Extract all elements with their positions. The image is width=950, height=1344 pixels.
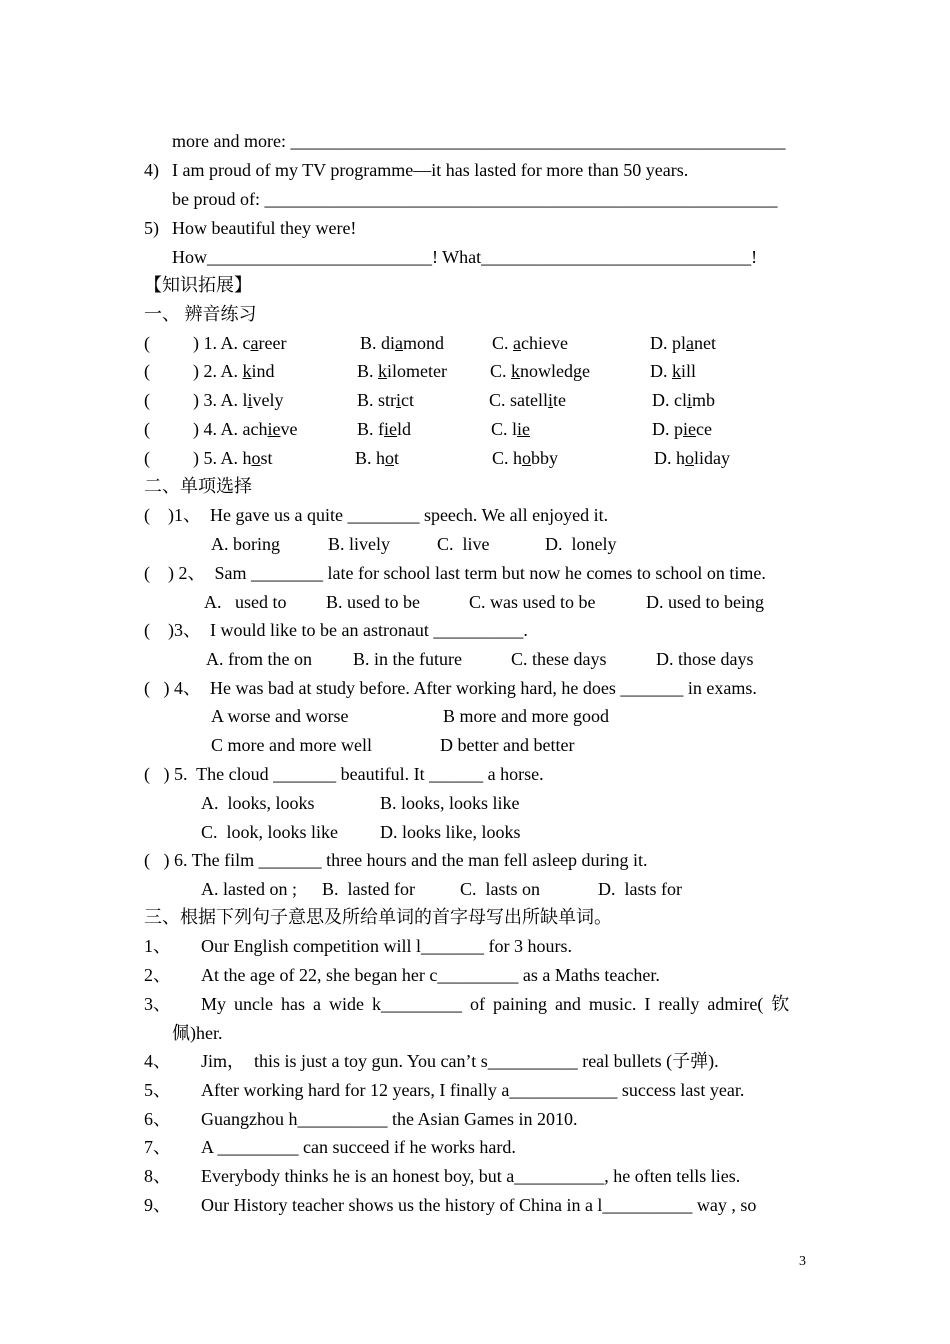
underlined-letters: a (686, 333, 694, 353)
choice-q6-stem: ( ) 6. The film _______ three hours and the man fell asleep during it. (144, 850, 648, 870)
word-part: ill (681, 361, 697, 381)
fill-item-continuation: 佩)her. (172, 1023, 223, 1043)
word-part: t (394, 448, 400, 468)
option-b (357, 360, 447, 382)
choice-q3-option-c: C. these days (511, 649, 607, 669)
word-part: D. cl (652, 390, 687, 410)
option-a (193, 447, 273, 469)
word-part: ( (144, 448, 150, 468)
part3-title: 三、根据下列句子意思及所给单词的首字母写出所缺单词。 (144, 907, 612, 927)
choice-q6-option-b: B. lasted for (322, 879, 415, 899)
question-5-rewrite-line: How_________________________! What______________________________! (172, 247, 758, 267)
choice-q2-option-c: C. was used to be (469, 592, 596, 612)
choice-q6-option-a: A. lasted on ; (201, 879, 297, 899)
word-part: ) 4. A. ach (193, 419, 268, 439)
option-d (654, 447, 730, 469)
word-part: ( (144, 419, 150, 439)
fill-item-number: 7、 (144, 1137, 171, 1157)
option-c (489, 389, 566, 411)
option-c (490, 360, 590, 382)
word-part: ve (280, 419, 298, 439)
choice-q3-option-b: B. in the future (353, 649, 462, 669)
word-part: D. (650, 361, 672, 381)
underlined-letters: k (672, 361, 681, 381)
choice-q2-stem: ( ) 2、 Sam ________ late for school last term but now he comes to school on time. (144, 563, 766, 583)
word-part: ) 2. A. (193, 361, 243, 381)
fill-item-sentence: My uncle has a wide k_________ of paining and music. I really admire( 钦 (201, 994, 790, 1014)
word-part: ) 1. A. (193, 333, 243, 353)
choice-q3-stem: ( )3、 I would like to be an astronaut __________. (144, 620, 528, 640)
fill-item-sentence: Guangzhou h__________ the Asian Games in 2010. (201, 1109, 578, 1129)
word-part: D. p (652, 419, 683, 439)
answer-bracket (144, 360, 150, 382)
word-part: reer (258, 333, 287, 353)
option-b (355, 447, 399, 469)
question-5-number: 5) (144, 218, 159, 238)
choice-q1-option-d: D. lonely (545, 534, 617, 554)
word-part: ind (251, 361, 275, 381)
underlined-letters: o (251, 448, 261, 468)
word-part: ( (144, 361, 150, 381)
option-c (491, 418, 530, 440)
choice-q6-option-c: C. lasts on (460, 879, 541, 899)
word-part: chieve (521, 333, 568, 353)
fill-item-sentence: Our English competition will l_______ for 3 hours. (201, 936, 572, 956)
option-a (193, 418, 297, 440)
word-part: ) 3. A. (193, 390, 243, 410)
choice-q6-option-d: D. lasts for (598, 879, 682, 899)
underlined-letters: a (395, 333, 404, 353)
underlined-letters: o (685, 448, 694, 468)
choice-q5-stem: ( ) 5. The cloud _______ beautiful. It ______ a horse. (144, 764, 544, 784)
word-part: B. str (357, 390, 397, 410)
choice-q2-option-b: B. used to be (326, 592, 420, 612)
underlined-letters: a (513, 333, 522, 353)
word-part: ld (397, 419, 412, 439)
be-proud-of-line: be proud of: _________________________________________________________ (172, 189, 778, 209)
word-part: C. (490, 361, 512, 381)
word-part: ct (401, 390, 415, 410)
fill-item-number: 8、 (144, 1166, 171, 1186)
underlined-letters: k (511, 361, 521, 381)
word-part: bby (531, 448, 559, 468)
answer-bracket (144, 447, 150, 469)
word-part: B. di (360, 333, 396, 353)
question-4-number: 4) (144, 160, 159, 180)
choice-q4-option-b: B more and more good (443, 706, 609, 726)
fill-item-number: 6、 (144, 1109, 171, 1129)
fill-item-number: 2、 (144, 965, 171, 985)
word-part: mb (692, 390, 716, 410)
part2-title: 二、单项选择 (144, 476, 252, 496)
option-a (193, 360, 275, 382)
fill-item-number: 5、 (144, 1080, 171, 1100)
word-part: te (553, 390, 567, 410)
underlined-letters: i (247, 390, 253, 410)
underlined-letters: ie (384, 419, 397, 439)
choice-q2-option-d: D. used to being (646, 592, 764, 612)
fill-item-number: 1、 (144, 936, 171, 956)
option-b (357, 389, 414, 411)
option-c (492, 447, 558, 469)
word-part: vely (252, 390, 284, 410)
choice-q1-stem: ( )1、 He gave us a quite ________ speech. We all enjoyed it. (144, 505, 609, 525)
more-and-more-line: more and more: _______________________________________________________ (172, 131, 786, 151)
choice-q3-option-d: D. those days (656, 649, 754, 669)
part1-title: 一、 辨音练习 (144, 304, 257, 324)
knowledge-extension-title: 【知识拓展】 (144, 275, 252, 295)
word-part: ilometer (387, 361, 447, 381)
word-part: B. f (357, 419, 384, 439)
word-part: C. h (492, 448, 523, 468)
choice-q3-option-a: A. from the on (206, 649, 312, 669)
question-5-sentence: How beautiful they were! (172, 218, 357, 238)
underlined-letters: i (548, 390, 554, 410)
word-part: ( (144, 390, 150, 410)
choice-q1-option-c: C. live (437, 534, 490, 554)
word-part: st (260, 448, 273, 468)
word-part: ce (696, 419, 712, 439)
question-4-sentence: I am proud of my TV programme—it has lasted for more than 50 years. (172, 160, 689, 180)
choice-q1-option-b: B. lively (328, 534, 390, 554)
page-number: 3 (799, 1254, 806, 1269)
option-c (492, 332, 568, 354)
choice-q5-option-b: B. looks, looks like (380, 793, 520, 813)
word-part: liday (694, 448, 730, 468)
choice-q5-option-d: D. looks like, looks (380, 822, 521, 842)
fill-item-sentence: Our History teacher shows us the history of China in a l__________ way , so (201, 1195, 757, 1215)
underlined-letters: ie (517, 419, 531, 439)
choice-q5-option-c: C. look, looks like (201, 822, 339, 842)
choice-q2-option-a: A. used to (204, 592, 287, 612)
choice-q5-option-a: A. looks, looks (201, 793, 315, 813)
underlined-letters: k (378, 361, 388, 381)
option-b (357, 418, 411, 440)
word-part: C. satell (489, 390, 548, 410)
fill-item-sentence: After working hard for 12 years, I finally a____________ success last year. (201, 1080, 745, 1100)
fill-item-number: 3、 (144, 994, 171, 1014)
underlined-letters: ie (267, 419, 281, 439)
choice-q4-option-a: A worse and worse (211, 706, 349, 726)
fill-item-sentence: At the age of 22, she began her c_________ as a Maths teacher. (201, 965, 660, 985)
word-part: D. pl (650, 333, 686, 353)
underlined-letters: o (522, 448, 532, 468)
fill-item-sentence: Jim， this is just a toy gun. You can’t s__________ real bullets (子弹). (201, 1051, 719, 1071)
option-d (652, 418, 712, 440)
fill-item-sentence: A _________ can succeed if he works hard. (201, 1137, 516, 1157)
word-part: B. (357, 361, 379, 381)
word-part: nowledge (520, 361, 590, 381)
answer-bracket (144, 332, 150, 354)
underlined-letters: a (250, 333, 259, 353)
option-d (650, 360, 696, 382)
choice-q1-option-a: A. boring (211, 534, 280, 554)
word-part: D. h (654, 448, 685, 468)
underlined-letters: i (687, 390, 693, 410)
word-part: C. l (491, 419, 518, 439)
fill-item-number: 9、 (144, 1195, 171, 1215)
option-d (650, 332, 716, 354)
fill-item-number: 4、 (144, 1051, 171, 1071)
underlined-letters: i (396, 390, 402, 410)
option-a (193, 332, 286, 354)
fill-item-sentence: Everybody thinks he is an honest boy, but a__________, he often tells lies. (201, 1166, 741, 1186)
underlined-letters: o (385, 448, 395, 468)
word-part: l (242, 390, 248, 410)
choice-q4-stem: ( ) 4、 He was bad at study before. After working hard, he does _______ in exams. (144, 678, 757, 698)
word-part: c (242, 333, 251, 353)
word-part: net (694, 333, 716, 353)
choice-q4-option-d: D better and better (440, 735, 575, 755)
answer-bracket (144, 418, 150, 440)
word-part: ( (144, 333, 150, 353)
word-part: ) 5. A. h (193, 448, 252, 468)
underlined-letters: k (242, 361, 252, 381)
word-part: B. h (355, 448, 386, 468)
choice-q4-option-c: C more and more well (211, 735, 372, 755)
option-a (193, 389, 284, 411)
word-part: C. (492, 333, 514, 353)
option-b (360, 332, 444, 354)
underlined-letters: ie (683, 419, 696, 439)
word-part: mond (403, 333, 445, 353)
answer-bracket (144, 389, 150, 411)
option-d (652, 389, 715, 411)
